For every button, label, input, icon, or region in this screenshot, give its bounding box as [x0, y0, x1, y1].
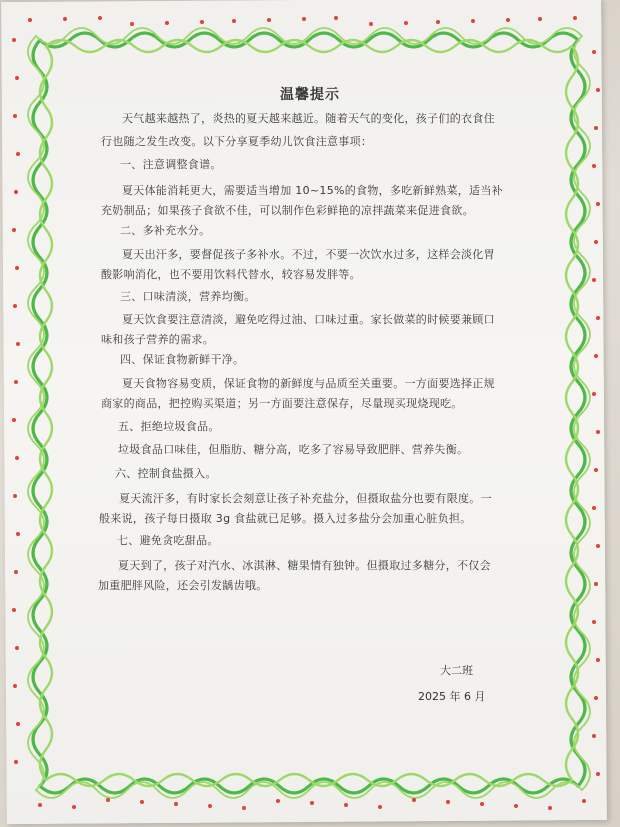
section-text: 酸影响消化，也不要用饮料代替水，较容易发胖等。 [101, 268, 361, 281]
section-text: 垃圾食品口味佳，但脂肪、糖分高，吃多了容易导致肥胖、营养失衡。 [118, 443, 469, 456]
notice-title: 温馨提示 [280, 87, 340, 103]
section-heading: 二、多补充水分。 [120, 224, 211, 237]
intro-line: 天气越来越热了，炎热的夏天越来越近。随着天气的变化，孩子们的衣食住 [122, 112, 495, 125]
section-text: 加重肥胖风险，还会引发龋齿哦。 [98, 579, 268, 592]
section-text: 般来说，孩子每日摄取 3g 食盐就已足够。摄入过多盐分会加重心脏负担。 [99, 512, 472, 525]
section-text: 商家的商品，把控购买渠道；另一方面要注意保存，尽量现买现烧现吃。 [101, 397, 463, 410]
intro-line: 行也随之发生改变。以下分享夏季幼儿饮食注意事项： [101, 135, 373, 148]
section-text: 夏天体能消耗更大，需要适当增加 10~15%的食物，多吃新鲜熟菜，适当补 [122, 184, 503, 197]
section-text: 夏天流汗多，有时家长会刻意让孩子补充盐分，但摄取盐分也要有限度。一 [119, 492, 492, 505]
section-text: 充奶制品；如果孩子食欲不佳，可以制作色彩鲜艳的凉拌蔬菜来促进食欲。 [101, 204, 474, 217]
section-text: 夏天到了，孩子对汽水、冰淇淋、糖果情有独钟。但摄取过多糖分，不仅会 [118, 559, 491, 572]
section-heading: 三、口味清淡，营养均衡。 [120, 290, 256, 303]
section-heading: 四、保证食物新鲜干净。 [120, 353, 245, 366]
section-heading: 一、注意调整食谱。 [120, 158, 222, 171]
signature-date: 2025 年 6 月 [418, 690, 486, 703]
section-heading: 七、避免贪吃甜品。 [117, 534, 219, 547]
section-text: 夏天食物容易变质，保证食物的新鲜度与品质至关重要。一方面要选择正规 [122, 377, 495, 390]
signature-class: 大二班 [440, 664, 473, 677]
section-text: 夏天出汗多，要督促孩子多补水。不过，不要一次饮水过多，这样会淡化胃 [122, 248, 495, 261]
section-heading: 六、控制食盐摄入。 [115, 467, 217, 480]
section-text: 味和孩子营养的需求。 [101, 333, 214, 346]
section-heading: 五、拒绝垃圾食品。 [118, 420, 220, 433]
section-text: 夏天饮食要注意清淡，避免吃得过油、口味过重。家长做菜的时候要兼顾口 [122, 313, 495, 326]
